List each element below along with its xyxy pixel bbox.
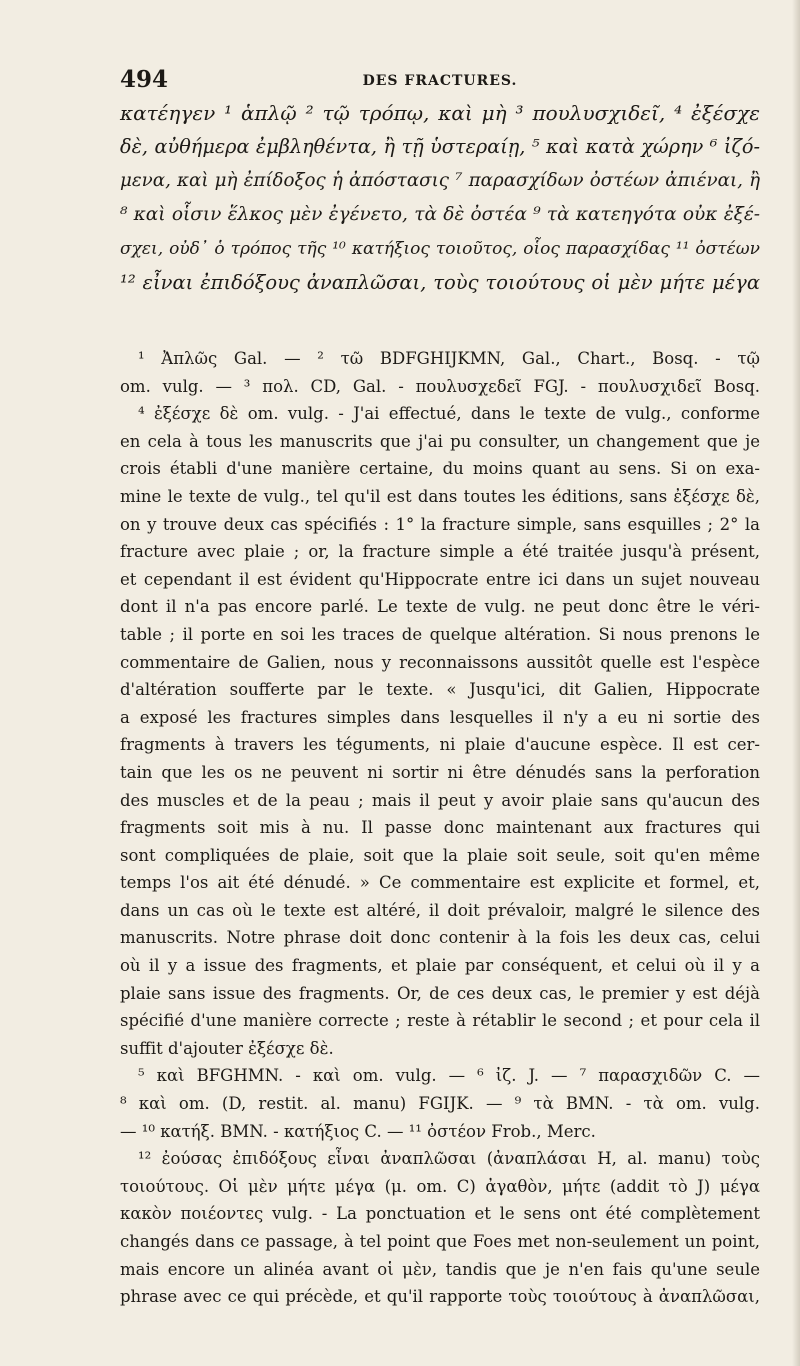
critical-notes xyxy=(120,345,760,1311)
note-line: tain que les os ne peuvent ni sortir ni être dénudés sans la perforation xyxy=(120,762,760,782)
note-line: commentaire de Galien, nous y reconnaissons aussitôt quelle est l'espèce xyxy=(120,652,760,672)
note-line: sont compliquées de plaie, soit que la plaie soit seule, soit qu'en même xyxy=(120,845,760,865)
note-line: phrase avec ce qui précède, et qu'il rapporte τοὺς τοιούτους à ἀναπλῶσαι, xyxy=(120,1287,760,1307)
note-line: ⁴ ἐξέσχε δὲ om. vulg. - J'ai effectué, dans le texte de vulg., conforme xyxy=(138,404,760,424)
note-line: om. vulg. — ³ πολ. CD, Gal. - πουλυσχεδεῖ FGJ. - πουλυσχιδεῖ Bosq. xyxy=(120,376,760,396)
note-line: changés dans ce passage, à tel point que Foes met non-seulement un point, xyxy=(120,1232,760,1251)
note-line: — ¹⁰ κατήξ. BMN. - κατήξιος C. — ¹¹ ὀστέον Frob., Merc. xyxy=(120,1121,596,1141)
note-line: mine le texte de vulg., tel qu'il est dans toutes les éditions, sans ἐξέσχε δὲ, xyxy=(120,486,760,506)
note-line: temps l'os ait été dénudé. » Ce commentaire est explicite et formel, et, xyxy=(120,873,760,893)
note-line: fracture avec plaie ; or, la fracture simple a été traitée jusqu'à présent, xyxy=(120,542,760,562)
page-header xyxy=(120,66,760,100)
note-line: fragments à travers les téguments, ni plaie d'aucune espèce. Il est cer- xyxy=(120,735,760,755)
note-line: mais encore un alinéa avant οἱ μὲν, tandis que je n'en fais qu'une seule xyxy=(120,1259,760,1279)
note-line: en cela à tous les manuscrits que j'ai pu consulter, un changement que je xyxy=(120,431,760,451)
note-line: ¹² ἐούσας ἐπιδόξους εἶναι ἀναπλῶσαι (ἀναπλάσαι H, al. manu) τοὺς xyxy=(138,1149,760,1169)
running-title: DES FRACTURES. xyxy=(362,73,518,89)
note-line: a exposé les fractures simples dans lesquelles il n'y a eu ni sortie des xyxy=(120,707,760,727)
note-line: fragments soit mis à nu. Il passe donc maintenant aux fractures qui xyxy=(120,818,760,838)
note-line: où il y a issue des fragments, et plaie par conséquent, et celui où il y a xyxy=(120,956,760,976)
note-line: plaie sans issue des fragments. Or, de ces deux cas, le premier y est déjà xyxy=(120,983,760,1003)
note-line: crois établi d'une manière certaine, du moins quant au sens. Si on exa- xyxy=(120,459,760,479)
note-line: et cependant il est évident qu'Hippocrate entre ici dans un sujet nouveau xyxy=(120,569,760,589)
main-text-line: ⁸ καὶ οἷσιν ἕλκος μὲν ἐγένετο, τὰ δὲ ὀστέα ⁹ τὰ κατεηγότα οὐκ ἐξέ- xyxy=(120,204,760,225)
note-line: τοιούτους. Οἱ μὲν μήτε μέγα (μ. om. C) ἀγαθὸν, μήτε (addit τὸ J) μέγα xyxy=(120,1176,760,1196)
main-text-line: μενα, καὶ μὴ ἐπίδοξος ἡ ἀπόστασις ⁷ παρασχίδων ὀστέων ἀπιέναι, ἢ xyxy=(120,170,760,191)
note-line: dont il n'a pas encore parlé. Le texte de vulg. ne peut donc être le véri- xyxy=(120,597,760,617)
note-line: ⁵ καὶ BFGHMN. - καὶ om. vulg. — ⁶ ἰζ. J. — ⁷ παρασχιδῶν C. — xyxy=(138,1066,760,1086)
main-text-line: σχει, οὐδ᾽ ὁ τρόπος τῆς ¹⁰ κατήξιος τοιοῦτος, οἷος παρασχίδας ¹¹ ὀστέων xyxy=(120,239,760,259)
note-line: ⁸ καὶ om. (D, restit. al. manu) FGIJK. — ⁹ τὰ BMN. - τὰ om. vulg. xyxy=(120,1094,760,1114)
note-line: spécifié d'une manière correcte ; reste à rétablir le second ; et pour cela il xyxy=(120,1011,760,1031)
note-line: ¹ Ἀπλῶς Gal. — ² τῶ BDFGHIJKMN, Gal., Chart., Bosq. - τῷ xyxy=(138,349,760,368)
note-line: table ; il porte en soi les traces de quelque altération. Si nous prenons le xyxy=(120,624,760,644)
note-line: κακὸν ποιέοντες vulg. - La ponctuation et le sens ont été complètement xyxy=(120,1204,760,1224)
note-line: des muscles et de la peau ; mais il peut y avoir plaie sans qu'aucun des xyxy=(120,790,760,810)
main-text-line: ¹² εἶναι ἐπιδόξους ἀναπλῶσαι, τοὺς τοιούτους οἱ μὲν μήτε μέγα xyxy=(120,271,760,294)
note-line: suffit d'ajouter ἐξέσχε δὲ. xyxy=(120,1038,334,1058)
main-text-line: δὲ, αὐθήμερα ἐμβληθέντα, ἢ τῇ ὑστεραίῃ, ⁵ καὶ κατὰ χώρην ⁶ ἰζό- xyxy=(120,135,760,158)
note-line: dans un cas où le texte est altéré, il doit prévaloir, malgré le silence des xyxy=(120,900,760,920)
note-line: manuscrits. Notre phrase doit donc contenir à la fois les deux cas, celui xyxy=(120,928,760,948)
note-line: d'altération soufferte par le texte. « Jusqu'ici, dit Galien, Hippocrate xyxy=(120,680,760,700)
note-line: on y trouve deux cas spécifiés : 1° la fracture simple, sans esquilles ; 2° la xyxy=(120,514,760,534)
main-text-line: κατέηγεν ¹ ἁπλῷ ² τῷ τρόπῳ, καὶ μὴ ³ πουλυσχιδεῖ, ⁴ ἐξέσχε xyxy=(120,101,760,125)
page-edge-shadow xyxy=(792,0,800,1366)
greek-main-text xyxy=(120,96,760,300)
page-number: 494 xyxy=(120,66,169,93)
